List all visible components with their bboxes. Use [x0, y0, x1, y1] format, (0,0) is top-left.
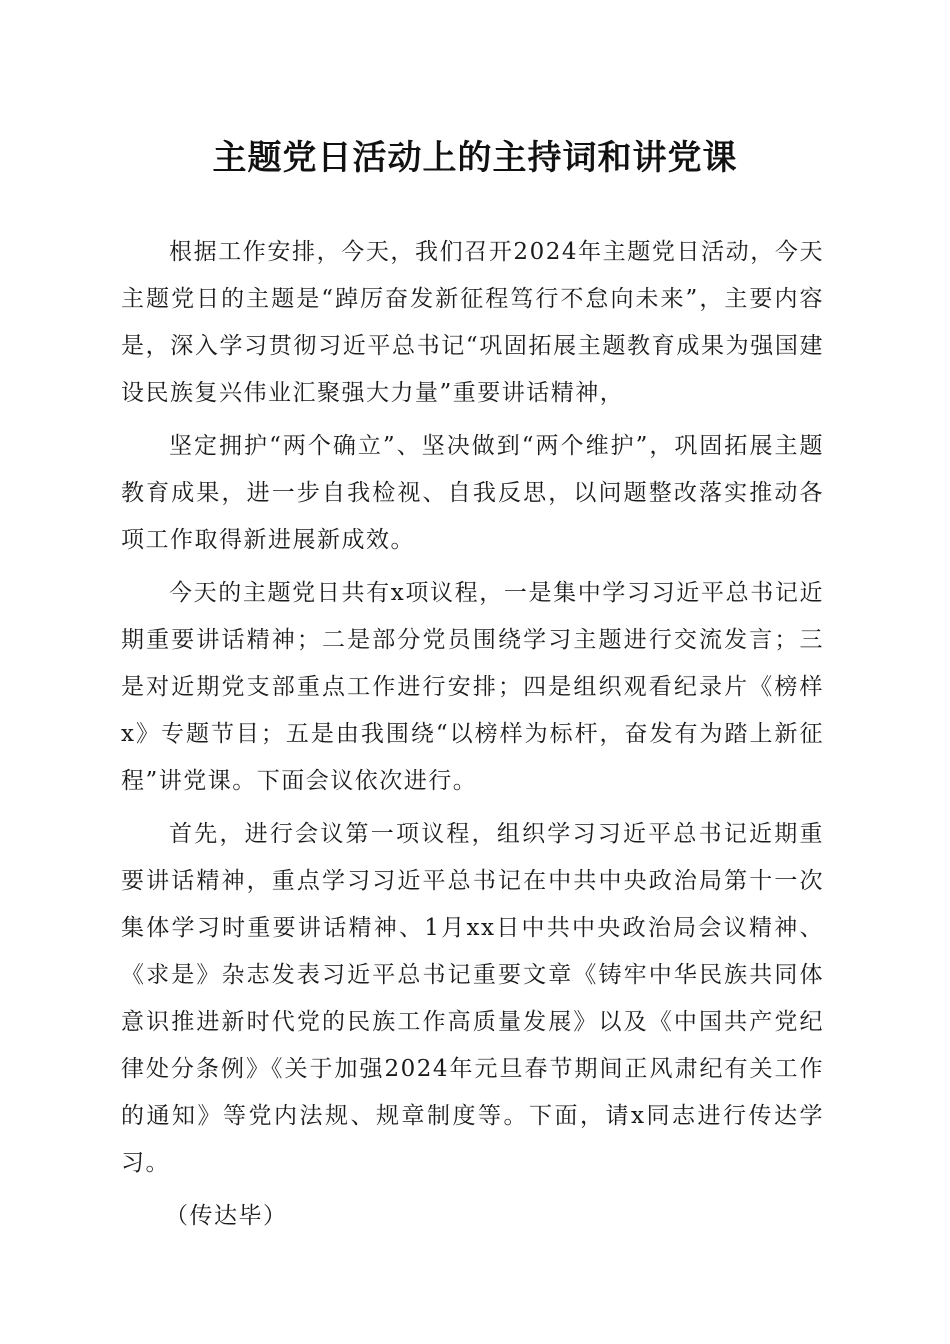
document-title: 主题党日活动上的主持词和讲党课	[212, 138, 738, 178]
paragraph-1: 根据工作安排，今天，我们召开2024年主题党日活动，今天主题党日的主题是“踔厉奋发新征程笃行不怠向未来”，主要内容是，深入学习贯彻习近平总书记“巩固拓展主题教育成果为强国建设民族复兴伟业汇聚强大力量”重要讲话精神，	[121, 239, 824, 406]
paragraph-3: 今天的主题党日共有x项议程，一是集中学习习近平总书记近期重要讲话精神；二是部分党员围绕学习主题进行交流发言；三是对近期党支部重点工作进行安排；四是组织观看纪录片《榜样x》专题节目；五是由我围绕“以榜样为标杆，奋发有为踏上新征程”讲党课。下面会议依次进行。	[121, 580, 824, 794]
transmission-note: （传达毕）	[165, 1203, 288, 1229]
document-body	[121, 229, 824, 1240]
paragraph-4: 首先，进行会议第一项议程，组织学习习近平总书记近期重要讲话精神，重点学习习近平总书记在中共中央政治局第十一次集体学习时重要讲话精神、1月xx日中共中央政治局会议精神、《求是》杂志发表习近平总书记重要文章《铸牢中华民族共同体意识推进新时代党的民族工作高质量发展》以及《中国共产党纪律处分条例》《关于加强2024年元旦春节期间正风肃纪有关工作的通知》等党内法规、规章制度等。下面，请x同志进行传达学习。	[121, 821, 824, 1176]
paragraph-2: 坚定拥护“两个确立”、坚决做到“两个维护”，巩固拓展主题教育成果，进一步自我检视、自我反思，以问题整改落实推动各项工作取得新进展新成效。	[121, 433, 824, 553]
